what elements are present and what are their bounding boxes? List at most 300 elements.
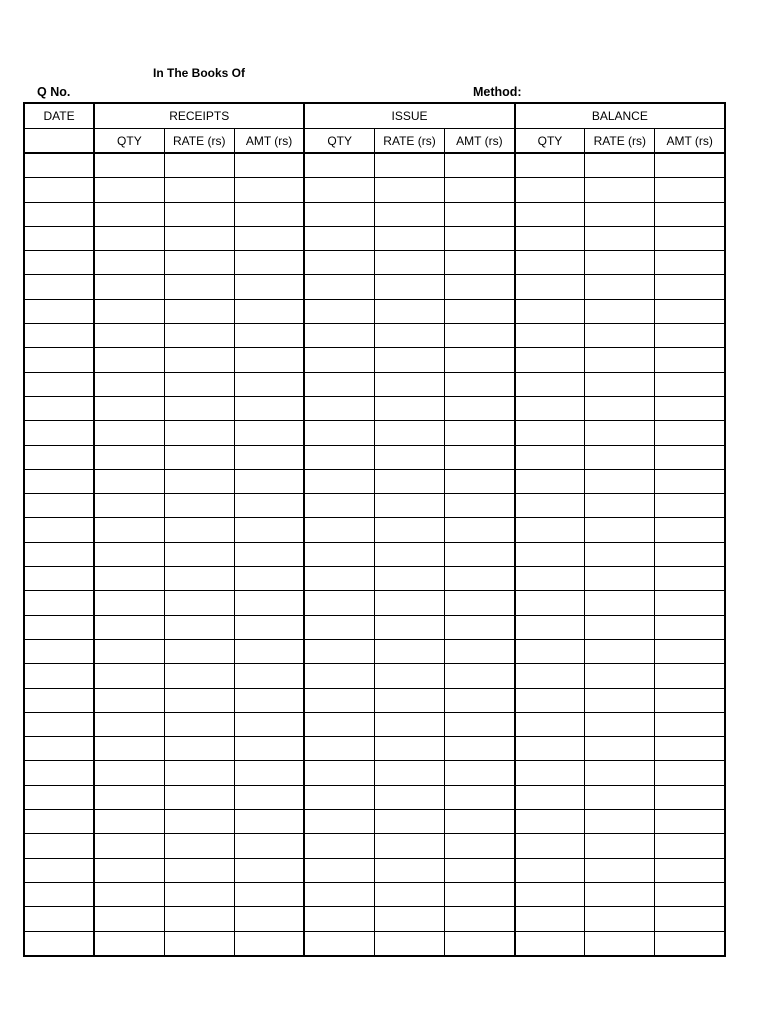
table-cell[interactable] [24,761,94,785]
table-cell[interactable] [94,785,164,809]
table-cell[interactable] [164,178,234,202]
table-cell[interactable] [304,299,374,323]
table-cell[interactable] [304,372,374,396]
table-cell[interactable] [585,275,655,299]
table-cell[interactable] [445,810,515,834]
table-cell[interactable] [24,396,94,420]
table-cell[interactable] [24,324,94,348]
table-cell[interactable] [374,664,444,688]
table-cell[interactable] [655,396,725,420]
table-cell[interactable] [445,688,515,712]
table-cell[interactable] [234,712,304,736]
table-cell[interactable] [585,324,655,348]
table-cell[interactable] [234,664,304,688]
table-cell[interactable] [655,202,725,226]
table-cell[interactable] [515,251,585,275]
table-cell[interactable] [374,785,444,809]
table-cell[interactable] [24,542,94,566]
table-cell[interactable] [374,421,444,445]
table-cell[interactable] [234,688,304,712]
table-cell[interactable] [304,567,374,591]
table-cell[interactable] [585,858,655,882]
table-cell[interactable] [445,761,515,785]
table-cell[interactable] [164,907,234,931]
table-cell[interactable] [24,202,94,226]
table-cell[interactable] [164,785,234,809]
table-cell[interactable] [164,882,234,906]
table-cell[interactable] [585,372,655,396]
table-cell[interactable] [24,275,94,299]
table-cell[interactable] [374,299,444,323]
table-cell[interactable] [445,348,515,372]
table-cell[interactable] [445,567,515,591]
table-cell[interactable] [374,153,444,178]
table-cell[interactable] [234,567,304,591]
table-cell[interactable] [94,858,164,882]
table-cell[interactable] [585,396,655,420]
table-cell[interactable] [445,494,515,518]
table-cell[interactable] [164,591,234,615]
table-cell[interactable] [585,907,655,931]
table-cell[interactable] [515,348,585,372]
table-cell[interactable] [164,421,234,445]
table-cell[interactable] [655,615,725,639]
table-cell[interactable] [234,858,304,882]
table-cell[interactable] [655,348,725,372]
table-cell[interactable] [445,664,515,688]
table-cell[interactable] [94,615,164,639]
table-cell[interactable] [24,858,94,882]
table-cell[interactable] [164,299,234,323]
table-cell[interactable] [655,639,725,663]
table-cell[interactable] [445,324,515,348]
table-cell[interactable] [585,737,655,761]
table-cell[interactable] [94,202,164,226]
table-cell[interactable] [164,615,234,639]
table-cell[interactable] [655,299,725,323]
table-cell[interactable] [445,372,515,396]
table-cell[interactable] [515,202,585,226]
table-cell[interactable] [234,348,304,372]
table-cell[interactable] [234,882,304,906]
table-cell[interactable] [24,494,94,518]
table-cell[interactable] [655,931,725,956]
table-cell[interactable] [94,664,164,688]
table-cell[interactable] [515,688,585,712]
table-cell[interactable] [164,542,234,566]
table-cell[interactable] [234,251,304,275]
table-cell[interactable] [515,615,585,639]
table-cell[interactable] [374,688,444,712]
table-cell[interactable] [164,226,234,250]
table-cell[interactable] [655,858,725,882]
table-cell[interactable] [585,567,655,591]
table-cell[interactable] [445,251,515,275]
table-cell[interactable] [585,299,655,323]
table-cell[interactable] [515,396,585,420]
table-cell[interactable] [655,275,725,299]
table-cell[interactable] [164,761,234,785]
table-cell[interactable] [515,226,585,250]
table-cell[interactable] [164,664,234,688]
table-cell[interactable] [445,202,515,226]
table-cell[interactable] [164,202,234,226]
table-cell[interactable] [304,421,374,445]
table-cell[interactable] [94,834,164,858]
table-cell[interactable] [234,445,304,469]
table-cell[interactable] [515,421,585,445]
table-cell[interactable] [515,834,585,858]
table-cell[interactable] [585,494,655,518]
table-cell[interactable] [24,567,94,591]
table-cell[interactable] [164,372,234,396]
table-cell[interactable] [94,494,164,518]
table-cell[interactable] [164,858,234,882]
table-cell[interactable] [24,348,94,372]
table-cell[interactable] [374,639,444,663]
table-cell[interactable] [164,396,234,420]
table-cell[interactable] [374,445,444,469]
table-cell[interactable] [445,882,515,906]
table-cell[interactable] [234,299,304,323]
table-cell[interactable] [24,639,94,663]
table-cell[interactable] [515,469,585,493]
table-cell[interactable] [234,275,304,299]
table-cell[interactable] [515,153,585,178]
table-cell[interactable] [24,251,94,275]
table-cell[interactable] [94,153,164,178]
table-cell[interactable] [515,858,585,882]
table-cell[interactable] [234,421,304,445]
table-cell[interactable] [515,542,585,566]
table-cell[interactable] [655,834,725,858]
table-cell[interactable] [655,421,725,445]
table-cell[interactable] [585,469,655,493]
table-cell[interactable] [374,372,444,396]
table-cell[interactable] [515,591,585,615]
table-cell[interactable] [24,445,94,469]
table-cell[interactable] [655,761,725,785]
table-cell[interactable] [304,469,374,493]
table-cell[interactable] [94,421,164,445]
table-cell[interactable] [304,251,374,275]
table-cell[interactable] [585,639,655,663]
table-cell[interactable] [515,567,585,591]
table-cell[interactable] [94,372,164,396]
table-cell[interactable] [445,615,515,639]
table-cell[interactable] [585,712,655,736]
table-cell[interactable] [585,931,655,956]
table-cell[interactable] [94,567,164,591]
table-cell[interactable] [445,737,515,761]
table-cell[interactable] [515,712,585,736]
table-cell[interactable] [234,737,304,761]
table-cell[interactable] [234,931,304,956]
table-cell[interactable] [94,639,164,663]
table-cell[interactable] [655,494,725,518]
table-cell[interactable] [24,469,94,493]
table-cell[interactable] [94,907,164,931]
table-cell[interactable] [445,542,515,566]
table-cell[interactable] [304,202,374,226]
table-cell[interactable] [585,591,655,615]
table-cell[interactable] [445,178,515,202]
table-cell[interactable] [515,761,585,785]
table-cell[interactable] [655,324,725,348]
table-cell[interactable] [164,275,234,299]
table-cell[interactable] [445,858,515,882]
table-cell[interactable] [164,810,234,834]
table-cell[interactable] [24,737,94,761]
table-cell[interactable] [515,299,585,323]
table-cell[interactable] [164,712,234,736]
table-cell[interactable] [234,469,304,493]
table-cell[interactable] [94,251,164,275]
table-cell[interactable] [24,834,94,858]
table-cell[interactable] [655,737,725,761]
table-cell[interactable] [585,445,655,469]
table-cell[interactable] [304,931,374,956]
table-cell[interactable] [374,882,444,906]
table-cell[interactable] [304,834,374,858]
table-cell[interactable] [445,639,515,663]
table-cell[interactable] [234,153,304,178]
table-cell[interactable] [94,348,164,372]
table-cell[interactable] [374,615,444,639]
table-cell[interactable] [164,518,234,542]
table-cell[interactable] [234,907,304,931]
table-cell[interactable] [164,567,234,591]
table-cell[interactable] [374,931,444,956]
table-cell[interactable] [94,469,164,493]
table-cell[interactable] [585,153,655,178]
table-cell[interactable] [655,688,725,712]
table-cell[interactable] [655,469,725,493]
table-cell[interactable] [304,858,374,882]
table-cell[interactable] [515,324,585,348]
table-cell[interactable] [94,712,164,736]
table-cell[interactable] [234,639,304,663]
table-cell[interactable] [515,445,585,469]
table-cell[interactable] [585,810,655,834]
table-cell[interactable] [515,882,585,906]
table-cell[interactable] [374,348,444,372]
table-cell[interactable] [374,834,444,858]
table-cell[interactable] [374,494,444,518]
table-cell[interactable] [304,907,374,931]
table-cell[interactable] [374,324,444,348]
table-cell[interactable] [515,639,585,663]
table-cell[interactable] [94,931,164,956]
table-cell[interactable] [374,907,444,931]
table-cell[interactable] [585,178,655,202]
table-cell[interactable] [374,226,444,250]
table-cell[interactable] [94,688,164,712]
table-cell[interactable] [234,202,304,226]
table-cell[interactable] [445,153,515,178]
table-cell[interactable] [445,226,515,250]
table-cell[interactable] [164,737,234,761]
table-cell[interactable] [445,445,515,469]
table-cell[interactable] [585,664,655,688]
table-cell[interactable] [655,907,725,931]
table-cell[interactable] [655,810,725,834]
table-cell[interactable] [585,834,655,858]
table-cell[interactable] [94,178,164,202]
table-cell[interactable] [655,178,725,202]
table-cell[interactable] [655,785,725,809]
table-cell[interactable] [24,518,94,542]
table-cell[interactable] [585,202,655,226]
table-cell[interactable] [374,567,444,591]
table-cell[interactable] [374,469,444,493]
table-cell[interactable] [94,324,164,348]
table-cell[interactable] [304,688,374,712]
table-cell[interactable] [234,834,304,858]
table-cell[interactable] [234,810,304,834]
table-cell[interactable] [515,518,585,542]
table-cell[interactable] [655,445,725,469]
table-cell[interactable] [94,737,164,761]
table-cell[interactable] [374,518,444,542]
table-cell[interactable] [234,494,304,518]
table-cell[interactable] [24,591,94,615]
table-cell[interactable] [374,712,444,736]
table-cell[interactable] [304,591,374,615]
table-cell[interactable] [374,591,444,615]
table-cell[interactable] [655,882,725,906]
table-cell[interactable] [515,178,585,202]
table-cell[interactable] [585,688,655,712]
table-cell[interactable] [94,761,164,785]
table-cell[interactable] [94,445,164,469]
table-cell[interactable] [24,907,94,931]
table-cell[interactable] [304,810,374,834]
table-cell[interactable] [304,664,374,688]
table-cell[interactable] [445,299,515,323]
table-cell[interactable] [164,639,234,663]
table-cell[interactable] [164,348,234,372]
table-cell[interactable] [374,178,444,202]
table-cell[interactable] [94,299,164,323]
table-cell[interactable] [585,785,655,809]
table-cell[interactable] [24,785,94,809]
table-cell[interactable] [445,421,515,445]
table-cell[interactable] [164,688,234,712]
table-cell[interactable] [585,421,655,445]
table-cell[interactable] [234,785,304,809]
table-cell[interactable] [164,834,234,858]
table-cell[interactable] [24,615,94,639]
table-cell[interactable] [234,761,304,785]
table-cell[interactable] [234,518,304,542]
table-cell[interactable] [445,591,515,615]
table-cell[interactable] [304,153,374,178]
table-cell[interactable] [515,931,585,956]
table-cell[interactable] [585,542,655,566]
table-cell[interactable] [304,639,374,663]
table-cell[interactable] [234,591,304,615]
table-cell[interactable] [515,907,585,931]
table-cell[interactable] [304,348,374,372]
table-cell[interactable] [94,396,164,420]
table-cell[interactable] [515,810,585,834]
table-cell[interactable] [94,226,164,250]
table-cell[interactable] [374,251,444,275]
table-cell[interactable] [24,421,94,445]
table-cell[interactable] [24,712,94,736]
table-cell[interactable] [24,810,94,834]
table-cell[interactable] [94,591,164,615]
table-cell[interactable] [304,712,374,736]
table-cell[interactable] [515,275,585,299]
table-cell[interactable] [515,372,585,396]
table-cell[interactable] [304,178,374,202]
table-cell[interactable] [445,931,515,956]
table-cell[interactable] [164,931,234,956]
table-cell[interactable] [585,882,655,906]
table-cell[interactable] [24,882,94,906]
table-cell[interactable] [585,226,655,250]
table-cell[interactable] [94,542,164,566]
table-cell[interactable] [164,494,234,518]
table-cell[interactable] [164,324,234,348]
table-cell[interactable] [304,761,374,785]
table-cell[interactable] [374,737,444,761]
table-cell[interactable] [374,542,444,566]
table-cell[interactable] [304,494,374,518]
table-cell[interactable] [585,348,655,372]
table-cell[interactable] [374,761,444,785]
table-cell[interactable] [445,785,515,809]
table-cell[interactable] [655,591,725,615]
table-cell[interactable] [655,542,725,566]
table-cell[interactable] [374,810,444,834]
table-cell[interactable] [585,615,655,639]
table-cell[interactable] [445,834,515,858]
table-cell[interactable] [234,615,304,639]
table-cell[interactable] [234,324,304,348]
table-cell[interactable] [304,615,374,639]
table-cell[interactable] [234,372,304,396]
table-cell[interactable] [655,567,725,591]
table-cell[interactable] [655,153,725,178]
table-cell[interactable] [374,858,444,882]
table-cell[interactable] [304,324,374,348]
table-cell[interactable] [234,226,304,250]
table-cell[interactable] [585,251,655,275]
table-cell[interactable] [24,931,94,956]
table-cell[interactable] [515,785,585,809]
table-cell[interactable] [94,882,164,906]
table-cell[interactable] [655,251,725,275]
table-cell[interactable] [304,737,374,761]
table-cell[interactable] [304,518,374,542]
table-cell[interactable] [655,372,725,396]
table-cell[interactable] [24,226,94,250]
table-cell[interactable] [24,372,94,396]
table-cell[interactable] [585,761,655,785]
table-cell[interactable] [234,178,304,202]
table-cell[interactable] [24,153,94,178]
table-cell[interactable] [445,469,515,493]
table-cell[interactable] [304,275,374,299]
table-cell[interactable] [234,542,304,566]
table-cell[interactable] [304,445,374,469]
table-cell[interactable] [374,396,444,420]
table-cell[interactable] [515,664,585,688]
table-cell[interactable] [655,226,725,250]
